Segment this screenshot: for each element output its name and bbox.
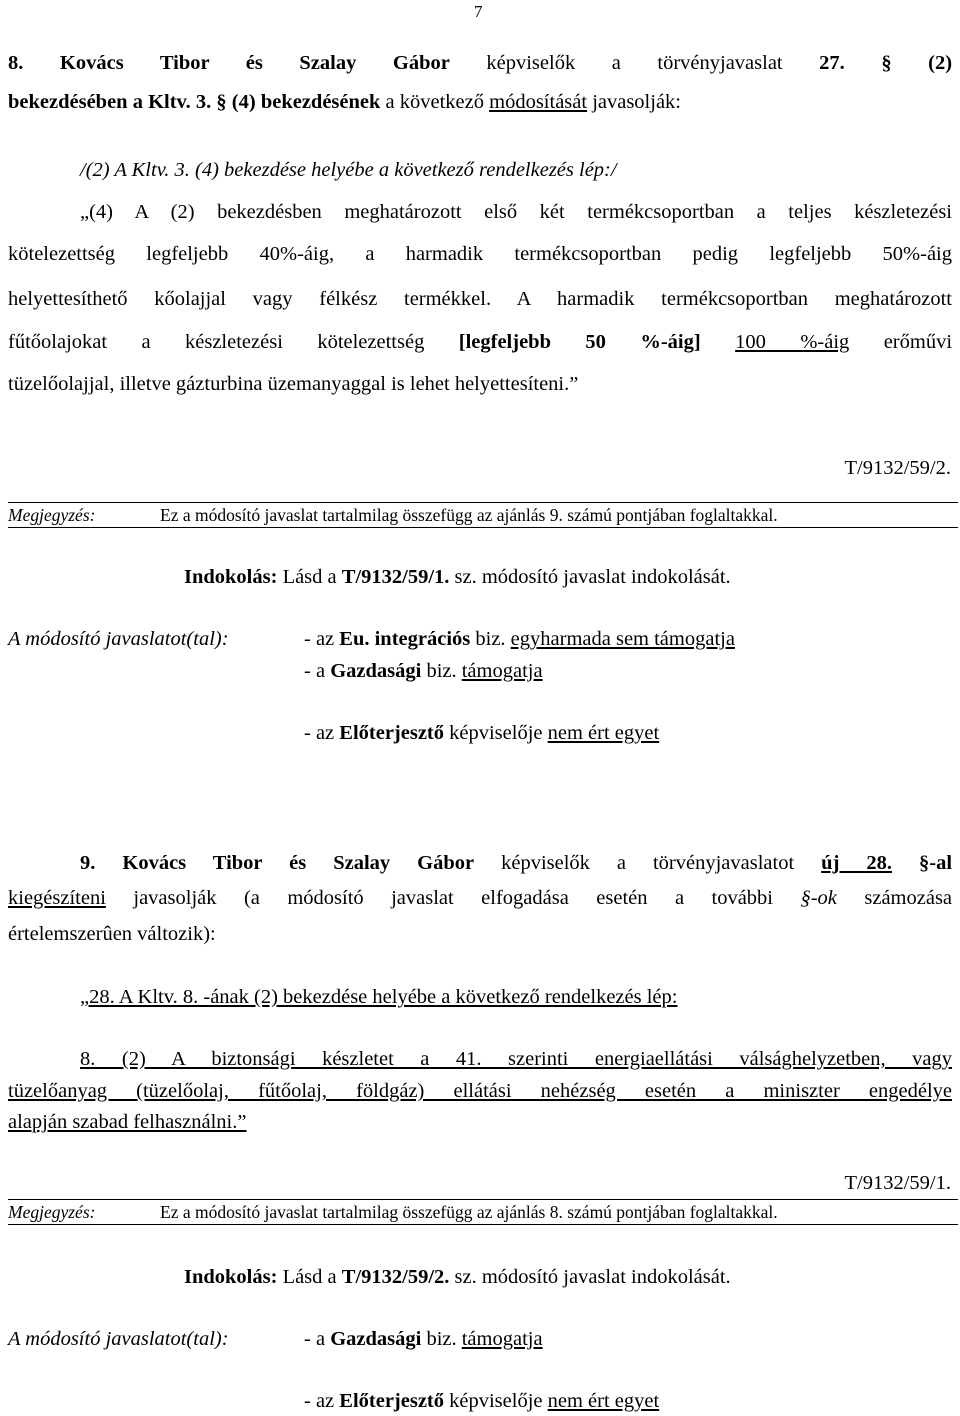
item8-note [8,502,958,528]
note-text: Ez a módosító javaslat tartalmilag összefügg az ajánlás 9. számú pontjában foglaltakkal. [160,505,778,525]
item9-para-line2: tüzelőanyag (tüzelőolaj, fűtőolaj, földgáz) ellátási nehézség esetén a miniszter engedélye [8,1080,952,1102]
item9-para-line3: alapján szabad felhasználni.” [8,1111,247,1133]
item9-reference: T/9132/59/1. [844,1172,951,1194]
note-label: Megjegyzés: [8,1202,96,1222]
item8-heading-line2: bekezdésében a Kltv. 3. § (4) bekezdésének a következő módosítását javasolják: [8,91,681,113]
item8-para-line2: kötelezettség legfeljebb 40%-áig, a harmadik termékcsoportban pedig legfeljebb 50%-áig [8,243,952,265]
item9-para-line1: 8. (2) A biztonsági készletet a 41. szerinti energiaellátási válsághelyzetben, vagy [80,1048,952,1070]
item9-heading-line1: 9. Kovács Tibor és Szalay Gábor képviselők a törvényjavaslatot új 28. §-al [80,852,953,874]
note-label: Megjegyzés: [8,505,96,525]
item9-quote-line: „28. A Kltv. 8. -ának (2) bekezdése helyébe a következő rendelkezés lép: [80,986,678,1008]
note-text: Ez a módosító javaslat tartalmilag összefügg az ajánlás 8. számú pontjában foglaltakkal. [160,1202,778,1222]
support-eloterjeszto: - az Előterjesztő képviselője nem ért egyet [304,722,660,744]
item9-heading-line2: kiegészíteni javasolják (a módosító javaslat elfogadása esetén a további §-ok számozása [8,887,953,909]
support-eloterjeszto: - az Előterjesztő képviselője nem ért egyet [304,1390,660,1412]
section-sign: § [216,91,227,113]
section-sign: § [881,52,892,74]
item8-heading-line1: 8. Kovács Tibor és Szalay Gábor képviselők a törvényjavaslat 27. § (2) [8,52,953,74]
page-number: 7 [474,2,483,21]
item8-reference: T/9132/59/2. [844,457,951,479]
support-eu: - az Eu. integrációs biz. egyharmada sem támogatja [304,628,735,650]
item8-para-line1: „(4) A (2) bekezdésben meghatározott első két termékcsoportban a teljes készletezési [80,201,952,223]
item8-slash-line: /(2) A Kltv. 3. (4) bekezdése helyébe a következő rendelkezés lép:/ [80,159,617,181]
support-gazdasagi: - a Gazdasági biz. támogatja [304,660,543,682]
item8-para-line3: helyettesíthető kőolajjal vagy félkész termékkel. A harmadik termékcsoportban meghatározott [8,288,952,310]
item9-indokolas: Indokolás: Lásd a T/9132/59/2. sz. módosító javaslat indokolását. [184,1266,731,1288]
support-label: A módosító javaslatot(tal): [8,628,229,650]
item8-indokolas: Indokolás: Lásd a T/9132/59/1. sz. módosító javaslat indokolását. [184,566,731,588]
support-gazdasagi: - a Gazdasági biz. támogatja [304,1328,543,1350]
support-label: A módosító javaslatot(tal): [8,1328,229,1350]
section-sign: § [800,887,811,909]
item9-note [8,1199,958,1225]
item8-para-line4: fűtőolajokat a készletezési kötelezettség [legfeljebb 50 %-áig] 100 %-áig erőművi [8,331,953,353]
item8-para-line5: tüzelőolajjal, illetve gázturbina üzemanyaggal is lehet helyettesíteni.” [8,373,579,395]
item9-heading-line3: értelemszerûen változik): [8,923,216,945]
section-sign: § [919,852,930,874]
